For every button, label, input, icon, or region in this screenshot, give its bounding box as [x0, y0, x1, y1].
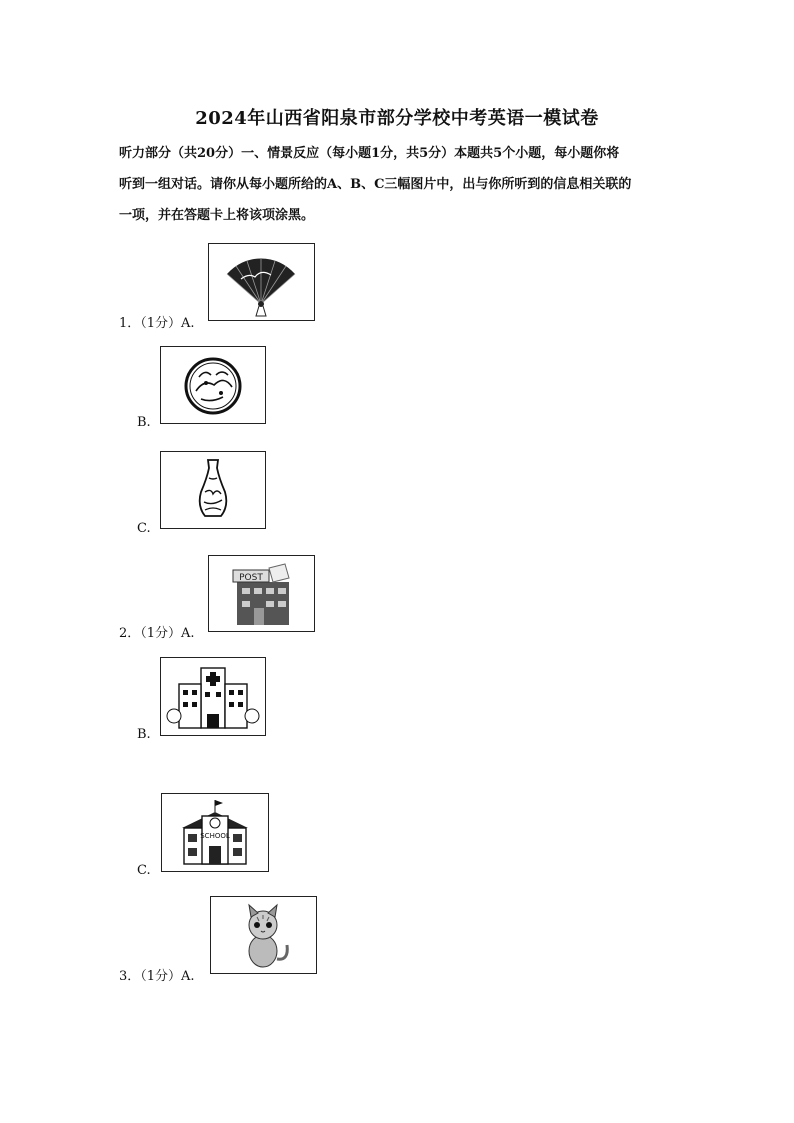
q1-option-c-image[interactable]: [160, 451, 266, 529]
question-2-label: 2．（1分）A.: [119, 626, 195, 641]
question-1-label: 1．（1分）A.: [119, 316, 195, 331]
page-title: 2024年山西省阳泉市部分学校中考英语一模试卷: [195, 108, 599, 129]
folding-fan-icon: [209, 244, 314, 320]
vase-icon: [161, 452, 265, 528]
q1-option-c-letter: C.: [137, 521, 151, 536]
q3-option-a-image[interactable]: [210, 896, 317, 974]
round-painting-icon: [161, 347, 265, 423]
post-office-icon: [209, 556, 314, 631]
q2-option-c-image[interactable]: [161, 793, 269, 872]
post-sign-text: POST: [239, 573, 263, 583]
instruction-line-3: 一项，并在答题卡上将该项涂黑。: [119, 208, 315, 223]
q2-option-b-image[interactable]: [160, 657, 266, 736]
q2-option-c-letter: C.: [137, 863, 151, 878]
cat-icon: [211, 897, 316, 973]
school-icon: [162, 794, 268, 871]
instruction-line-1: 听力部分（共20分）一、情景反应（每小题1分，共5分）本题共5个小题，每小题你将: [119, 146, 620, 161]
q1-option-b-image[interactable]: [160, 346, 266, 424]
q2-option-b-letter: B.: [137, 727, 151, 742]
q1-option-a-image[interactable]: [208, 243, 315, 321]
q1-option-b-letter: B.: [137, 415, 151, 430]
instruction-line-2: 听到一组对话。请你从每小题所给的A、B、C三幅图片中，出与你所听到的信息相关联的: [119, 177, 632, 192]
hospital-icon: [161, 658, 265, 735]
school-sign-text: SCHOOL: [200, 832, 230, 840]
question-3-label: 3．（1分）A.: [119, 969, 195, 984]
q2-option-a-image[interactable]: [208, 555, 315, 632]
